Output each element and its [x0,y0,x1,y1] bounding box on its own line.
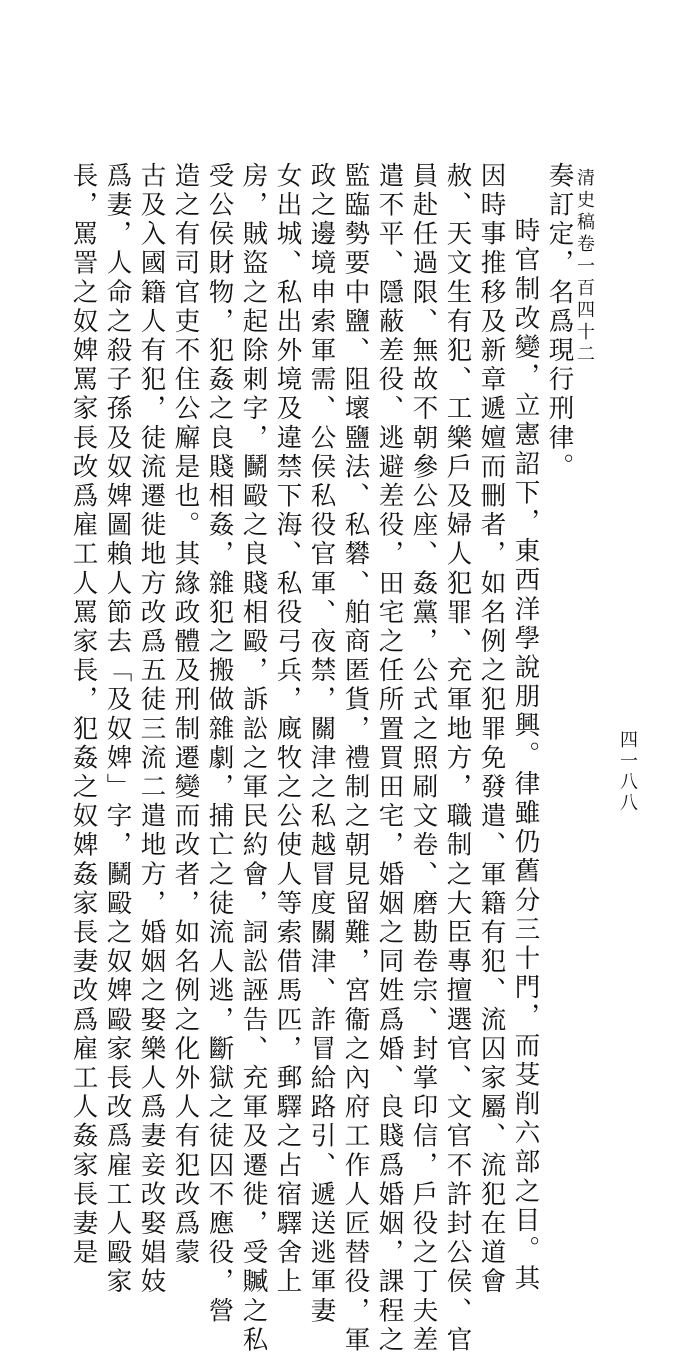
text-column: 造之有司官吏不住公廨是也。其緣政體及刑制遷變而改者，如名例之化外人有犯改爲蒙 [170,162,201,1268]
text-column: 古及入國籍人有犯，徒流遷徙地方改爲五徒三流二遣地方，婚姻之娶樂人爲妻妾改娶娼妓 [136,162,167,1297]
text-column: 監臨勢要中鹽、阻壞鹽法、私礬、舶商匿貨，禮制之朝見留難，宮衞之內府工作人匠替役，軍 [340,162,371,1355]
text-column: 奏訂定，名爲現行刑律。 [544,162,575,483]
text-column: 員赴任過限、無故不朝參公座、姦黨，公式之照刷文卷、磨勘卷宗、封掌印信，戶役之丁夫差 [408,162,439,1355]
text-column: 赦、天文生有犯、工樂戶及婦人犯罪、充軍地方，職制之大臣專擅選官、文官不許封公侯、官 [442,162,473,1355]
text-column: 政之邊境申索軍需、公侯私役官軍、夜禁，關津之私越冒度關津、詐冒給路引、遞送逃軍妻 [306,162,337,1326]
text-column: 長，罵詈之奴婢罵家長改爲雇工人罵家長，犯姦之奴婢姦家長妻改爲雇工人姦家長妻是 [68,162,99,1268]
text-column: 受公侯財物，犯姦之良賤相姦，雜犯之搬做雜劇，捕亡之徒流人逃，斷獄之徒囚不應役，營 [204,162,235,1326]
text-column: 房，賊盜之起除刺字，鬭毆之良賤相毆，訴訟之軍民約會，詞訟誣告、充軍及遷徙，受贓之私 [238,162,269,1355]
text-column: 時官制改變，立憲詔下，東西洋學說朋興。律雖仍舊分三十門，而芟削六部之目。其 [510,188,541,1294]
page-number: 四一八八 [617,730,638,814]
text-column: 爲妻，人命之殺子孫及奴婢圖賴人節去「及奴婢」字，鬭毆之奴婢毆家長改爲雇工人毆家 [102,162,133,1297]
running-head: 清史稿卷一百四十二 [574,168,595,366]
text-column: 因時事推移及新章遞嬗而刪者，如名例之犯罪免發遣、軍籍有犯、流囚家屬、流犯在道會 [476,162,507,1297]
text-column: 遣不平、隱蔽差役、逃避差役，田宅之任所置買田宅，婚姻之同姓爲婚、良賤爲婚姻，課程之 [374,162,405,1355]
text-column: 女出城、私出外境及違禁下海、私役弓兵，廐牧之公使人等索借馬匹，郵驛之占宿驛舍上 [272,162,303,1297]
